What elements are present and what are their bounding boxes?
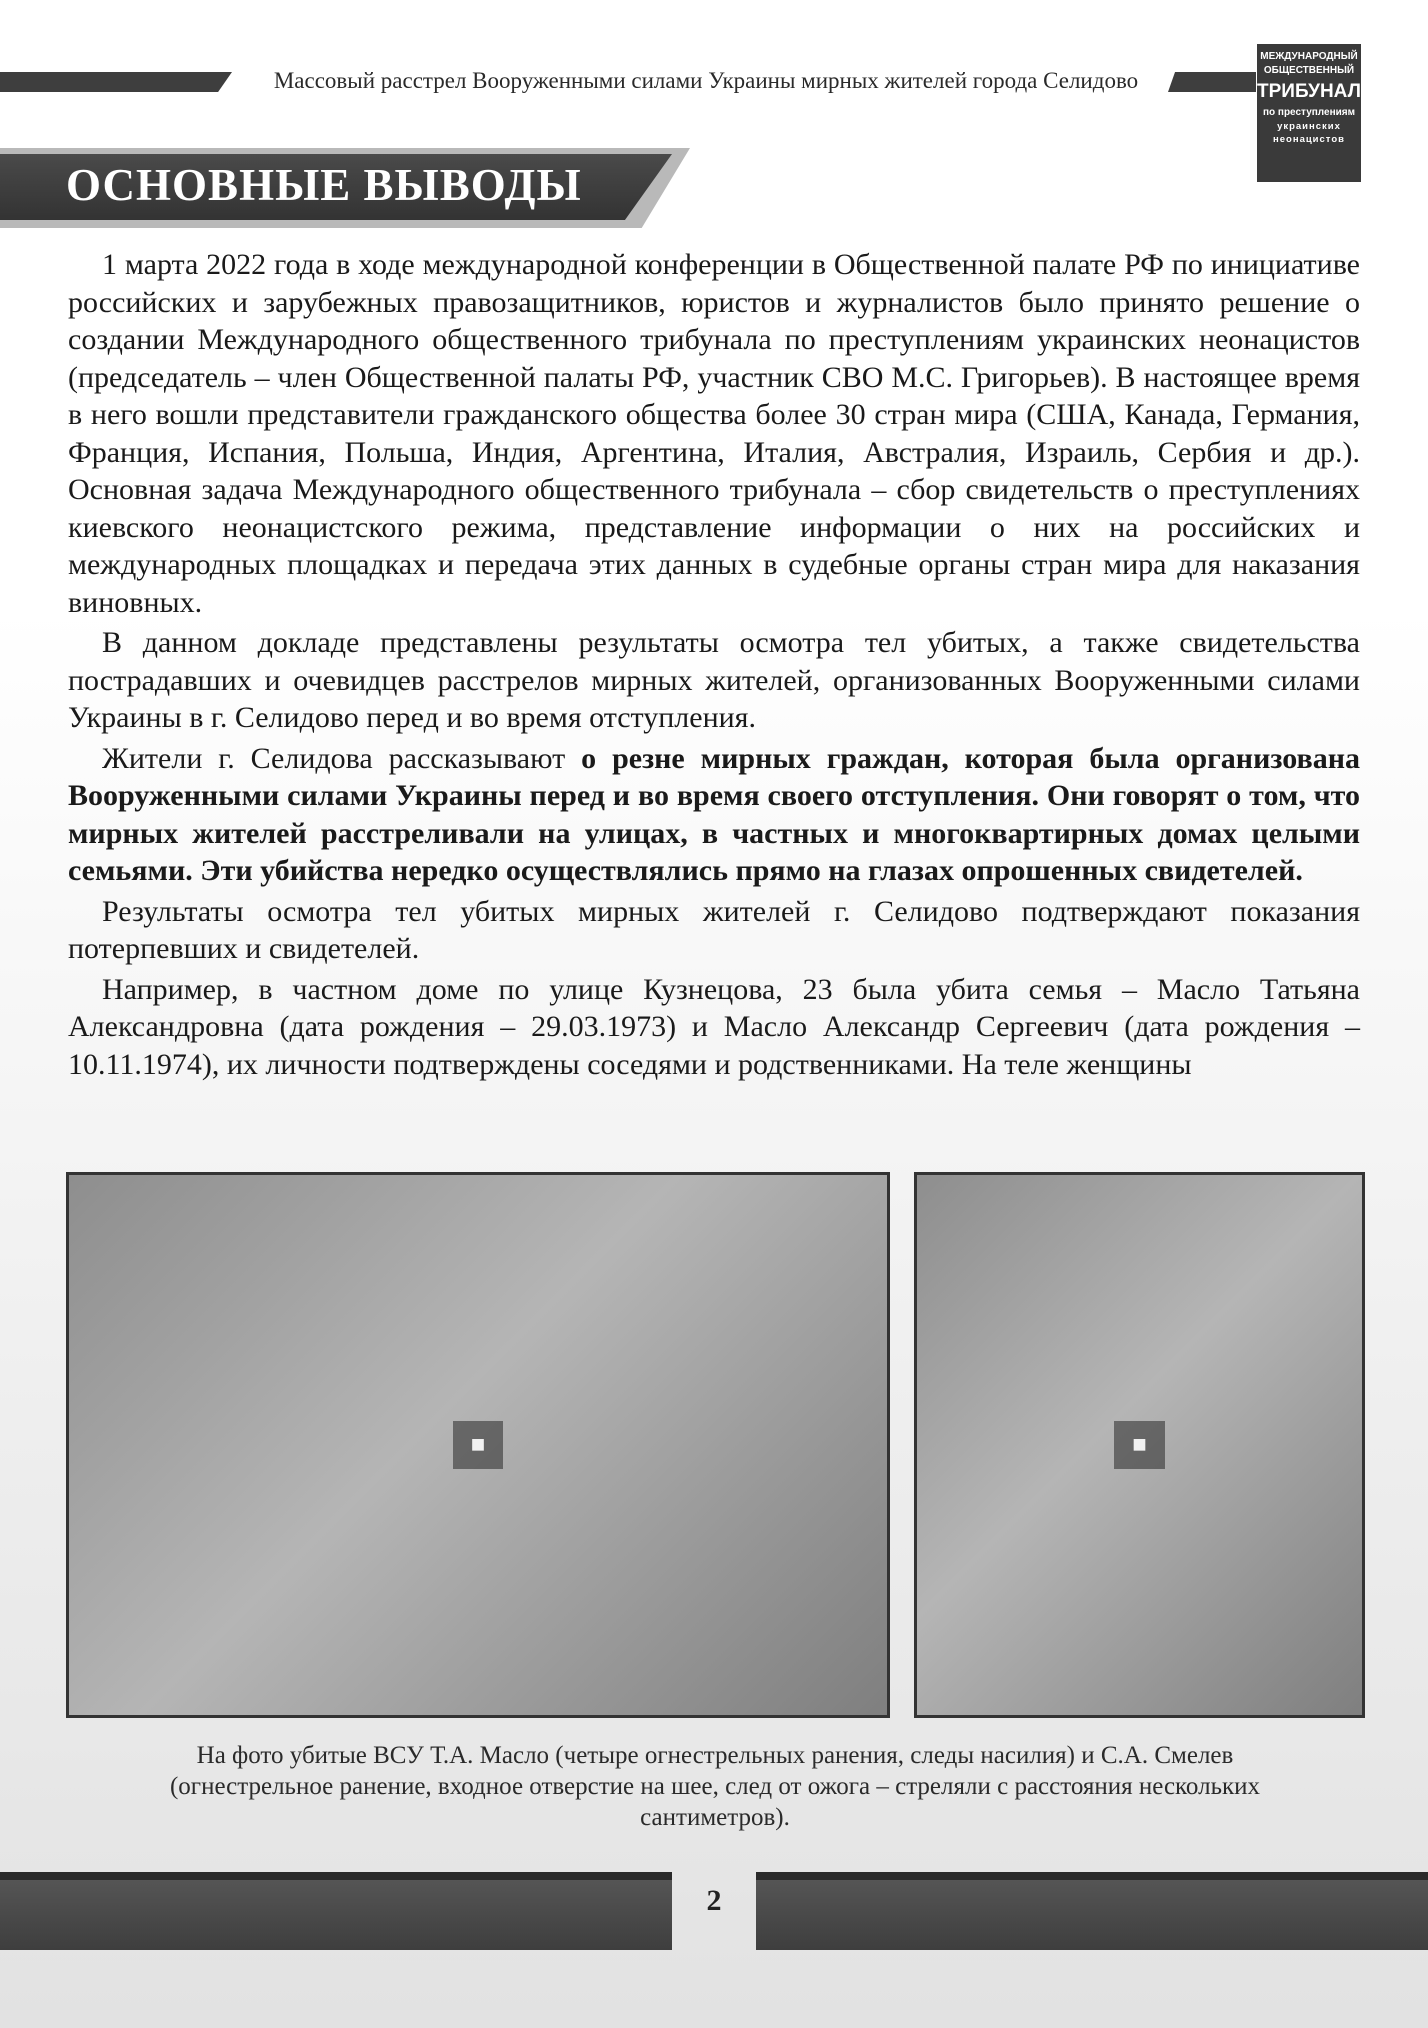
logo-line-5: украинских <box>1277 121 1341 132</box>
footer-bar-right <box>756 1880 1428 1950</box>
paragraph-3-bold: о резне мирных граждан, которая была организована Вооруженными силами Украины перед и во время своего отступления. Они говорят о том, что мирных жителей расстреливали на улицах, в частных и многоквартирных домах целыми семьями. Эти убийства нередко осуществлялись прямо на глазах опрошенных свидетелей. <box>68 741 1360 887</box>
paragraph-4: Результаты осмотра тел убитых мирных жителей г. Селидово подтверждают показания потерпевших и свидетелей. <box>68 894 1360 965</box>
photo-right-label: ■ <box>1114 1421 1165 1469</box>
running-title: Массовый расстрел Вооруженными силами Украины мирных жителей города Селидово <box>273 68 1139 93</box>
photo-caption: На фото убитые ВСУ Т.А. Масло (четыре огнестрельных ранения, следы насилия) и С.А. Смелев (огнестрельное ранение, входное отверстие на шее, след от ожога – стреляли с расстояния нескольких сантиметров). <box>169 1742 1260 1831</box>
photo-right-placeholder <box>914 1172 1365 1718</box>
paragraph-2: В данном докладе представлены результаты осмотра тел убитых, а также свидетельства пострадавших и очевидцев расстрелов мирных жителей, организованных Вооруженными силами Украины в г. Селидово перед и во время отступления. <box>68 626 1360 734</box>
logo-line-1: МЕЖДУНАРОДНЫЙ <box>1260 51 1358 62</box>
paragraph-1: 1 марта 2022 года в ходе международной конференции в Общественной палате РФ по инициативе российских и зарубежных правозащитников, юристов и журналистов было принято решение о создании Международного общественного трибунала по преступлениям украинских неонацистов (председатель – член Общественной палаты РФ, участник СВО М.С. Григорьев). В настоящее время в него вошли представители гражданского общества более 30 стран мира (США, Канада, Германия, Франция, Испания, Польша, Индия, Аргентина, Италия, Австралия, Израиль, Сербия и др.). Основная задача Международного общественного трибунала – сбор свидетельств о преступлениях киевского неонацистского режима, представление информации о них на российских и международных площадках и передача этих данных в судебные органы стран мира для наказания виновных. <box>68 248 1360 619</box>
header-bar-left <box>0 72 232 92</box>
header-bar-right <box>1168 72 1256 92</box>
photo-left-placeholder <box>66 1172 890 1718</box>
logo-line-4: по преступлениям <box>1262 107 1356 118</box>
footer-rule-left <box>0 1872 672 1880</box>
paragraph-5: Например, в частном доме по улице Кузнецова, 23 была убита семья – Масло Татьяна Александровна (дата рождения – 29.03.1973) и Масло Александр Сергеевич (дата рождения – 10.11.1974), их личности подтверждены соседями и родственниками. На теле женщины <box>68 972 1360 1081</box>
section-title: ОСНОВНЫЕ ВЫВОДЫ <box>66 160 582 210</box>
footer-bar-left <box>0 1880 672 1950</box>
paragraph-3 <box>68 740 1360 890</box>
logo-line-3: ТРИБУНАЛ <box>1257 81 1361 102</box>
logo-line-2: ОБЩЕСТВЕННЫЙ <box>1263 65 1355 76</box>
body-text <box>68 246 1360 1086</box>
page-number: 2 <box>706 1884 722 1917</box>
photo-left-label: ■ <box>453 1421 504 1469</box>
paragraph-3-plain: Жители г. Селидова рассказывают <box>102 741 582 775</box>
logo-line-6: неонацистов <box>1273 134 1345 145</box>
footer-rule-right <box>756 1872 1428 1880</box>
tribunal-logo <box>1257 44 1361 182</box>
